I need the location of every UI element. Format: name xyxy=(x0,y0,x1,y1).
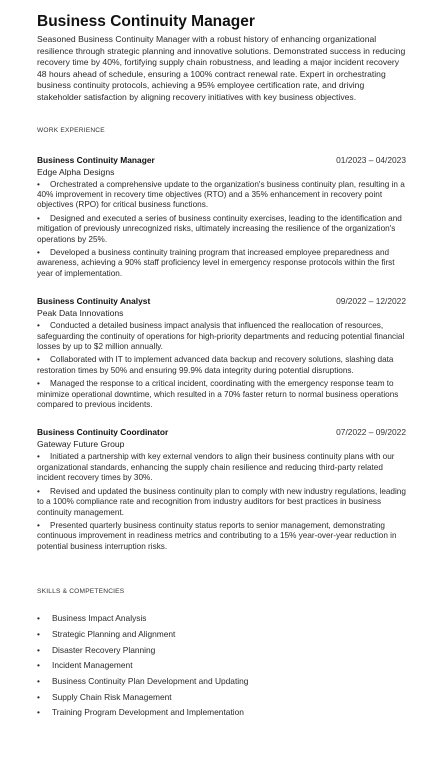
bullet-icon: • xyxy=(37,520,40,530)
skill-item: • Training Program Development and Implementation xyxy=(37,705,406,721)
company-name: Peak Data Innovations xyxy=(37,308,124,319)
bullet-item: • Orchestrated a comprehensive update to the organization's business continuity plan, resulting in a 40% improvement in recovery time objectives (RTO) and a 35% enhancement in recovery point objectives (RPO) for critical business functions. xyxy=(37,179,405,210)
job-bullets xyxy=(37,452,406,552)
job-title: Business Continuity Manager xyxy=(37,154,155,165)
bullet-item: • Conducted a detailed business impact analysis that influenced the reallocation of resources, safeguarding the continuity of operations for high-priority departments and reducing potential financial losses by up to $2 million annually. xyxy=(37,321,405,352)
skills-list xyxy=(37,611,406,721)
bullet-icon: • xyxy=(37,613,40,624)
summary-paragraph: Seasoned Business Continuity Manager with a robust history of enhancing organizational resilience through strategic planning and innovative solutions. Demonstrated success in reducing recovery time by 40%, fortifying supply chain robustness, and leading a major incident recovery 48 hours ahead of schedule, ensuring a 100% contract renewal rate. Expert in orchestrating business continuity protocols, achieving a 95% employee certification rate, and driving stakeholder satisfaction by aligning recovery initiatives with key business objectives. xyxy=(37,34,406,102)
bullet-icon: • xyxy=(37,248,40,257)
company-name: Gateway Future Group xyxy=(37,439,125,450)
bullet-icon: • xyxy=(37,691,40,702)
job-dates: 01/2023 – 04/2023 xyxy=(336,154,406,165)
skill-item: • Strategic Planning and Alignment xyxy=(37,627,406,643)
job-entry xyxy=(37,155,406,280)
job-entry xyxy=(37,296,406,410)
bullet-icon: • xyxy=(37,213,40,223)
work-experience-heading: WORK EXPERIENCE xyxy=(37,126,105,134)
bullet-item: • Collaborated with IT to implement advanced data backup and recovery solutions, slashing data restoration times by 50% and ensuring 99.9% data integrity during potential disruptions. xyxy=(37,355,394,375)
bullet-icon: • xyxy=(37,179,40,189)
bullet-item: • Managed the response to a critical incident, coordinating with the emergency response team to minimize operational downtime, which resulted in a 70% faster return to normal business operations compared to previous incidents. xyxy=(37,379,399,410)
job-title: Business Continuity Coordinator xyxy=(37,427,169,438)
bullet-icon: • xyxy=(37,486,40,496)
bullet-icon: • xyxy=(37,379,40,389)
bullet-icon: • xyxy=(37,707,40,718)
skill-item: • Disaster Recovery Planning xyxy=(37,643,406,659)
skill-item: • Supply Chain Risk Management xyxy=(37,690,406,706)
job-dates: 09/2022 – 12/2022 xyxy=(336,296,406,307)
bullet-item: • Presented quarterly business continuity status reports to senior management, demonstrating continuous improvement in readiness metrics and contributing to a 15% year-over-year reduction in potential business interruption risks. xyxy=(37,520,397,551)
job-entry xyxy=(37,427,406,552)
candidate-title: Business Continuity Manager xyxy=(37,13,255,30)
skills-heading: SKILLS & COMPETENCIES xyxy=(37,588,125,596)
bullet-icon: • xyxy=(37,644,40,655)
company-name: Edge Alpha Designs xyxy=(37,166,115,177)
bullet-item: • Revised and updated the business continuity plan to comply with new industry regulations, leading to a 100% compliance rate and recognition from industry auditors for best practices in business continuity management. xyxy=(37,486,406,517)
bullet-item: • Developed a business continuity training program that increased employee preparedness and awareness, achieving a 90% staff proficiency level in emergency response protocols within the first year of implementation. xyxy=(37,248,395,278)
bullet-icon: • xyxy=(37,452,40,462)
bullet-item: • Initiated a partnership with key external vendors to align their business continuity plans with our organizational standards, enhancing the supply chain resilience and reducing third-party related incident recovery times by 30%. xyxy=(37,452,395,483)
skill-item: • Business Continuity Plan Development and Updating xyxy=(37,674,406,690)
job-bullets xyxy=(37,321,406,410)
bullet-icon: • xyxy=(37,675,40,686)
job-dates: 07/2022 – 09/2022 xyxy=(336,427,406,438)
bullet-item: • Designed and executed a series of business continuity exercises, leading to the identification and mitigation of previously unrecognized risks, ultimately increasing the resilience of the organization's operations by 25%. xyxy=(37,213,402,244)
skill-item: • Incident Management xyxy=(37,658,406,674)
bullet-icon: • xyxy=(37,660,40,671)
bullet-icon: • xyxy=(37,321,40,331)
bullet-icon: • xyxy=(37,628,40,639)
skill-item: • Business Impact Analysis xyxy=(37,611,406,627)
bullet-icon: • xyxy=(37,355,40,365)
job-title: Business Continuity Analyst xyxy=(37,296,151,307)
job-bullets xyxy=(37,180,406,280)
